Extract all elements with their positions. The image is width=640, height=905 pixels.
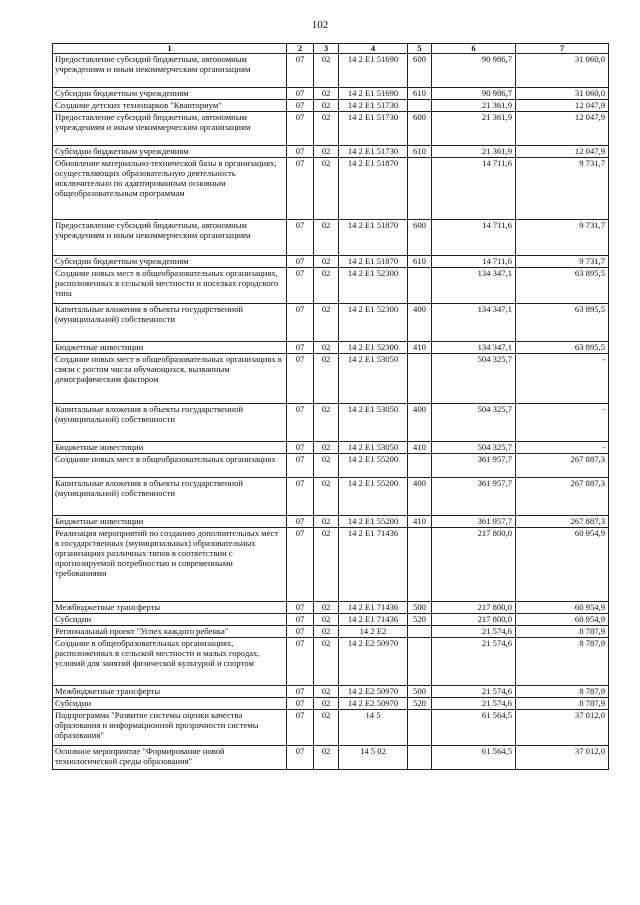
row-target-code: 14 2 E1 52300 xyxy=(339,342,408,354)
row-amount-2: 37 012,0 xyxy=(516,746,609,770)
row-expense-type xyxy=(408,746,432,770)
table-row xyxy=(53,158,609,220)
row-target-code: 14 2 E1 51870 xyxy=(339,158,408,220)
row-section: 07 xyxy=(287,528,314,602)
row-amount-2: 9 731,7 xyxy=(516,220,609,256)
row-subsection: 02 xyxy=(314,746,339,770)
row-subsection: 02 xyxy=(314,404,339,442)
row-amount-2: 63 895,5 xyxy=(516,342,609,354)
row-amount-2: 31 060,0 xyxy=(516,54,609,88)
column-header: 7 xyxy=(516,44,609,54)
table-row xyxy=(53,404,609,442)
row-amount-2: 60 954,9 xyxy=(516,602,609,614)
table-row xyxy=(53,442,609,454)
row-section: 07 xyxy=(287,638,314,686)
row-subsection: 02 xyxy=(314,602,339,614)
row-amount-2: 31 060,0 xyxy=(516,88,609,100)
table-body xyxy=(53,54,609,770)
row-section: 07 xyxy=(287,304,314,342)
table-row xyxy=(53,146,609,158)
row-target-code: 14 2 E1 51690 xyxy=(339,88,408,100)
row-amount-2: 8 787,9 xyxy=(516,626,609,638)
row-amount-2: 8 787,9 xyxy=(516,686,609,698)
row-subsection: 02 xyxy=(314,528,339,602)
row-expense-type: 400 xyxy=(408,478,432,516)
row-target-code: 14 2 E2 xyxy=(339,626,408,638)
row-name: Обновление материально-технической базы в организациях, осуществляющих образовательную деятельность исключительно по адаптированным основным общеобразовательным программам xyxy=(53,158,287,220)
row-expense-type: 400 xyxy=(408,304,432,342)
row-subsection: 02 xyxy=(314,342,339,354)
row-subsection: 02 xyxy=(314,442,339,454)
row-subsection: 02 xyxy=(314,100,339,112)
row-name: Бюджетные инвестиции xyxy=(53,342,287,354)
row-subsection: 02 xyxy=(314,626,339,638)
row-target-code: 14 2 E1 71436 xyxy=(339,614,408,626)
row-section: 07 xyxy=(287,614,314,626)
row-name: Бюджетные инвестиции xyxy=(53,442,287,454)
row-section: 07 xyxy=(287,342,314,354)
row-amount-2: - xyxy=(516,404,609,442)
row-expense-type: 410 xyxy=(408,442,432,454)
row-expense-type: 500 xyxy=(408,602,432,614)
row-section: 07 xyxy=(287,746,314,770)
table-row xyxy=(53,516,609,528)
row-amount-2: 12 047,9 xyxy=(516,100,609,112)
row-target-code: 14 2 E1 52300 xyxy=(339,268,408,304)
row-name: Капитальные вложения в объекты государственной (муниципальной) собственности xyxy=(53,478,287,516)
row-section: 07 xyxy=(287,112,314,146)
row-section: 07 xyxy=(287,698,314,710)
row-amount-2: 9 731,7 xyxy=(516,256,609,268)
table-row xyxy=(53,638,609,686)
column-header: 6 xyxy=(432,44,516,54)
budget-table xyxy=(52,43,609,770)
table-row xyxy=(53,602,609,614)
row-amount-1: 504 325,7 xyxy=(432,354,516,404)
row-amount-1: 504 325,7 xyxy=(432,404,516,442)
row-amount-1: 361 957,7 xyxy=(432,478,516,516)
table-row xyxy=(53,686,609,698)
row-name: Субсидии xyxy=(53,614,287,626)
row-amount-1: 217 800,0 xyxy=(432,602,516,614)
row-subsection: 02 xyxy=(314,256,339,268)
row-target-code: 14 2 E1 53050 xyxy=(339,404,408,442)
row-amount-1: 217 800,0 xyxy=(432,528,516,602)
row-section: 07 xyxy=(287,454,314,478)
row-target-code: 14 2 E1 55200 xyxy=(339,478,408,516)
row-name: Межбюджетные трансферты xyxy=(53,686,287,698)
row-target-code: 14 2 E2 50970 xyxy=(339,698,408,710)
table-row xyxy=(53,710,609,746)
row-name: Создание новых мест в общеобразовательных организациях, расположенных в сельской местности и поселках городского типа xyxy=(53,268,287,304)
row-subsection: 02 xyxy=(314,638,339,686)
row-section: 07 xyxy=(287,146,314,158)
row-name: Субсидии xyxy=(53,698,287,710)
row-subsection: 02 xyxy=(314,54,339,88)
row-amount-2: 267 887,3 xyxy=(516,454,609,478)
table-row xyxy=(53,354,609,404)
row-target-code: 14 2 E1 51690 xyxy=(339,54,408,88)
table-row xyxy=(53,614,609,626)
table-row xyxy=(53,478,609,516)
row-expense-type xyxy=(408,638,432,686)
row-section: 07 xyxy=(287,602,314,614)
row-subsection: 02 xyxy=(314,686,339,698)
row-section: 07 xyxy=(287,220,314,256)
row-amount-1: 361 957,7 xyxy=(432,454,516,478)
row-target-code: 14 2 E1 55200 xyxy=(339,454,408,478)
row-section: 07 xyxy=(287,686,314,698)
row-target-code: 14 2 E1 53050 xyxy=(339,354,408,404)
row-amount-1: 21 574,6 xyxy=(432,686,516,698)
row-name: Субсидии бюджетным учреждениям xyxy=(53,88,287,100)
row-subsection: 02 xyxy=(314,354,339,404)
row-name: Бюджетные инвестиции xyxy=(53,516,287,528)
column-header: 5 xyxy=(408,44,432,54)
row-amount-1: 134 347,1 xyxy=(432,268,516,304)
row-name: Предоставление субсидий бюджетным, автономным учреждениям и иным некоммерческим организациям xyxy=(53,112,287,146)
row-expense-type xyxy=(408,100,432,112)
row-amount-1: 14 711,6 xyxy=(432,158,516,220)
row-amount-2: 8 787,9 xyxy=(516,698,609,710)
row-expense-type: 600 xyxy=(408,112,432,146)
row-amount-1: 90 986,7 xyxy=(432,54,516,88)
row-name: Предоставление субсидий бюджетным, автономным учреждениям и иным некоммерческим организациям xyxy=(53,220,287,256)
row-section: 07 xyxy=(287,710,314,746)
row-subsection: 02 xyxy=(314,698,339,710)
row-expense-type: 500 xyxy=(408,686,432,698)
row-amount-2: 267 887,3 xyxy=(516,516,609,528)
row-subsection: 02 xyxy=(314,268,339,304)
row-target-code: 14 2 E1 51730 xyxy=(339,100,408,112)
row-subsection: 02 xyxy=(314,478,339,516)
row-expense-type xyxy=(408,158,432,220)
row-target-code: 14 2 E1 71436 xyxy=(339,602,408,614)
row-section: 07 xyxy=(287,256,314,268)
row-expense-type xyxy=(408,454,432,478)
row-amount-2: 267 887,3 xyxy=(516,478,609,516)
table-row xyxy=(53,626,609,638)
row-target-code: 14 2 E2 50970 xyxy=(339,638,408,686)
row-subsection: 02 xyxy=(314,454,339,478)
column-header: 1 xyxy=(53,44,287,54)
column-header: 2 xyxy=(287,44,314,54)
row-expense-type xyxy=(408,710,432,746)
row-target-code: 14 2 E2 50970 xyxy=(339,686,408,698)
row-expense-type xyxy=(408,268,432,304)
row-amount-1: 134 347,1 xyxy=(432,304,516,342)
row-expense-type: 610 xyxy=(408,256,432,268)
row-subsection: 02 xyxy=(314,614,339,626)
row-name: Предоставление субсидий бюджетным, автономным учреждениям и иным некоммерческим организациям xyxy=(53,54,287,88)
row-target-code: 14 2 E1 51730 xyxy=(339,146,408,158)
row-target-code: 14 5 02 xyxy=(339,746,408,770)
row-amount-1: 14 711,6 xyxy=(432,256,516,268)
row-name: Реализация мероприятий по созданию дополнительных мест в государственных (муниципальных) образовательных организациях различных типов в соответствии с прогнозируемой потребностью и современными требованиями xyxy=(53,528,287,602)
row-amount-1: 217 800,0 xyxy=(432,614,516,626)
row-target-code: 14 2 E1 71436 xyxy=(339,528,408,602)
table-row xyxy=(53,454,609,478)
row-amount-1: 21 361,9 xyxy=(432,146,516,158)
row-name: Создание в общеобразовательных организациях, расположенных в сельской местности и малых городах, условий для занятий физической культурой и спортом xyxy=(53,638,287,686)
table-row xyxy=(53,88,609,100)
table-row xyxy=(53,304,609,342)
row-subsection: 02 xyxy=(314,710,339,746)
row-amount-1: 361 957,7 xyxy=(432,516,516,528)
row-amount-2: 12 047,9 xyxy=(516,146,609,158)
table-row xyxy=(53,100,609,112)
row-amount-1: 61 564,5 xyxy=(432,746,516,770)
table-row xyxy=(53,528,609,602)
row-amount-2: - xyxy=(516,442,609,454)
row-expense-type xyxy=(408,626,432,638)
row-name: Межбюджетные трансферты xyxy=(53,602,287,614)
row-subsection: 02 xyxy=(314,516,339,528)
row-amount-2: 60 954,9 xyxy=(516,614,609,626)
row-amount-1: 504 325,7 xyxy=(432,442,516,454)
row-amount-1: 14 711,6 xyxy=(432,220,516,256)
row-name: Создание новых мест в общеобразовательных организациях xyxy=(53,454,287,478)
row-expense-type: 520 xyxy=(408,614,432,626)
row-subsection: 02 xyxy=(314,304,339,342)
row-amount-2: 12 047,9 xyxy=(516,112,609,146)
row-target-code: 14 2 E1 55200 xyxy=(339,516,408,528)
row-name: Субсидии бюджетным учреждениям xyxy=(53,146,287,158)
row-amount-2: 8 787,9 xyxy=(516,638,609,686)
row-amount-1: 134 347,1 xyxy=(432,342,516,354)
row-name: Капитальные вложения в объекты государственной (муниципальной) собственности xyxy=(53,404,287,442)
column-header: 4 xyxy=(339,44,408,54)
row-amount-2: - xyxy=(516,354,609,404)
row-target-code: 14 2 E1 53050 xyxy=(339,442,408,454)
row-amount-1: 61 564,5 xyxy=(432,710,516,746)
row-expense-type: 410 xyxy=(408,342,432,354)
row-target-code: 14 2 E1 51730 xyxy=(339,112,408,146)
row-expense-type: 610 xyxy=(408,88,432,100)
row-section: 07 xyxy=(287,404,314,442)
table-row xyxy=(53,220,609,256)
row-subsection: 02 xyxy=(314,88,339,100)
row-name: Создание новых мест в общеобразовательных организациях в связи с ростом числа обучающихся, вызванным демографическим фактором xyxy=(53,354,287,404)
row-section: 07 xyxy=(287,516,314,528)
table-row xyxy=(53,746,609,770)
row-expense-type: 600 xyxy=(408,220,432,256)
row-amount-2: 60 954,9 xyxy=(516,528,609,602)
row-target-code: 14 2 E1 51870 xyxy=(339,220,408,256)
row-expense-type: 520 xyxy=(408,698,432,710)
row-expense-type: 610 xyxy=(408,146,432,158)
row-section: 07 xyxy=(287,354,314,404)
row-expense-type: 400 xyxy=(408,404,432,442)
page-number: 102 xyxy=(311,19,329,31)
row-amount-2: 63 895,5 xyxy=(516,304,609,342)
row-expense-type xyxy=(408,528,432,602)
row-name: Региональный проект "Успех каждого ребенка" xyxy=(53,626,287,638)
row-amount-1: 21 361,9 xyxy=(432,100,516,112)
row-section: 07 xyxy=(287,54,314,88)
row-name: Капитальные вложения в объекты государственной (муниципальной) собственности xyxy=(53,304,287,342)
table-row xyxy=(53,268,609,304)
row-section: 07 xyxy=(287,442,314,454)
row-subsection: 02 xyxy=(314,220,339,256)
row-section: 07 xyxy=(287,626,314,638)
row-amount-1: 21 574,6 xyxy=(432,626,516,638)
row-amount-2: 63 895,5 xyxy=(516,268,609,304)
table-header-row xyxy=(53,44,609,54)
row-amount-1: 21 574,6 xyxy=(432,698,516,710)
row-target-code: 14 2 E1 52300 xyxy=(339,304,408,342)
row-section: 07 xyxy=(287,478,314,516)
row-expense-type: 410 xyxy=(408,516,432,528)
table-row xyxy=(53,112,609,146)
row-section: 07 xyxy=(287,88,314,100)
column-header: 3 xyxy=(314,44,339,54)
row-amount-2: 37 012,0 xyxy=(516,710,609,746)
row-amount-1: 90 986,7 xyxy=(432,88,516,100)
row-subsection: 02 xyxy=(314,158,339,220)
row-section: 07 xyxy=(287,268,314,304)
row-subsection: 02 xyxy=(314,146,339,158)
row-section: 07 xyxy=(287,158,314,220)
row-name: Создание детских технопарков "Кванториум" xyxy=(53,100,287,112)
table-row xyxy=(53,342,609,354)
row-name: Подпрограмма "Развитие системы оценки качества образования и информационной прозрачности системы образования" xyxy=(53,710,287,746)
row-amount-1: 21 361,9 xyxy=(432,112,516,146)
row-name: Основное мероприятие "Формирование новой технологической среды образования" xyxy=(53,746,287,770)
row-target-code: 14 2 E1 51870 xyxy=(339,256,408,268)
row-expense-type: 600 xyxy=(408,54,432,88)
row-name: Субсидии бюджетным учреждениям xyxy=(53,256,287,268)
row-section: 07 xyxy=(287,100,314,112)
table-row xyxy=(53,54,609,88)
row-target-code: 14 5 xyxy=(339,710,408,746)
table-row xyxy=(53,256,609,268)
row-amount-1: 21 574,6 xyxy=(432,638,516,686)
row-expense-type xyxy=(408,354,432,404)
row-amount-2: 9 731,7 xyxy=(516,158,609,220)
table-row xyxy=(53,698,609,710)
row-subsection: 02 xyxy=(314,112,339,146)
